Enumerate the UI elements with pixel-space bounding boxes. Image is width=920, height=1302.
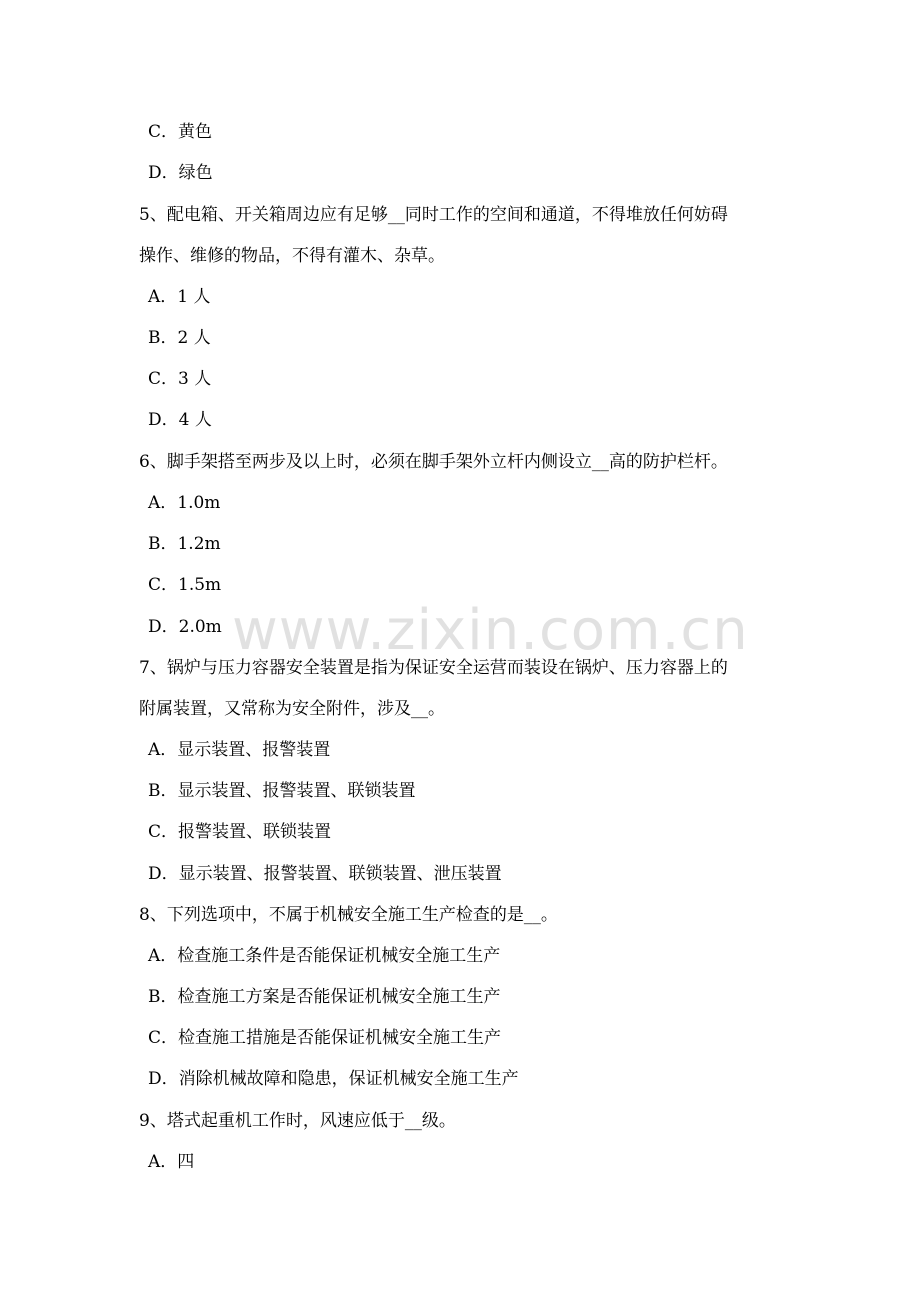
option-d-q5: D．4 人 xyxy=(148,410,212,430)
option-d-q8: D．消除机械故障和隐患，保证机械安全施工生产 xyxy=(148,1069,519,1089)
question-8: 8、下列选项中，不属于机械安全施工生产检查的是__。 xyxy=(139,905,558,925)
option-c-q4: C．黄色 xyxy=(148,122,213,142)
question-5-continued: 操作、维修的物品，不得有灌木、杂草。 xyxy=(139,246,445,266)
option-b-q6: B．1.2m xyxy=(148,534,221,554)
question-7-continued: 附属装置，又常称为安全附件，涉及__。 xyxy=(139,699,445,719)
option-c-q6: C．1.5m xyxy=(148,575,222,595)
question-6: 6、脚手架搭至两步及以上时，必须在脚手架外立杆内侧设立__高的防护栏杆。 xyxy=(139,452,728,472)
option-d-q7: D．显示装置、报警装置、联锁装置、泄压装置 xyxy=(148,864,502,884)
option-a-q5: A．1 人 xyxy=(148,287,211,307)
option-d-q4: D．绿色 xyxy=(148,163,213,183)
option-b-q7: B．显示装置、报警装置、联锁装置 xyxy=(148,781,416,801)
option-b-q5: B．2 人 xyxy=(148,328,211,348)
question-9: 9、塔式起重机工作时，风速应低于__级。 xyxy=(139,1111,456,1131)
option-a-q7: A．显示装置、报警装置 xyxy=(148,740,331,760)
option-d-q6: D．2.0m xyxy=(148,617,222,637)
option-a-q8: A．检查施工条件是否能保证机械安全施工生产 xyxy=(148,946,501,966)
option-c-q5: C．3 人 xyxy=(148,369,212,389)
question-5: 5、配电箱、开关箱周边应有足够__同时工作的空间和通道，不得堆放任何妨碍 xyxy=(139,205,728,225)
option-a-q6: A．1.0m xyxy=(148,493,221,513)
option-c-q7: C．报警装置、联锁装置 xyxy=(148,822,332,842)
option-b-q8: B．检查施工方案是否能保证机械安全施工生产 xyxy=(148,987,501,1007)
option-c-q8: C．检查施工措施是否能保证机械安全施工生产 xyxy=(148,1028,502,1048)
option-a-q9: A．四 xyxy=(148,1152,195,1172)
watermark: www.zixin.com.cn xyxy=(232,598,749,663)
question-7: 7、锅炉与压力容器安全装置是指为保证安全运营而装设在锅炉、压力容器上的 xyxy=(139,658,728,678)
